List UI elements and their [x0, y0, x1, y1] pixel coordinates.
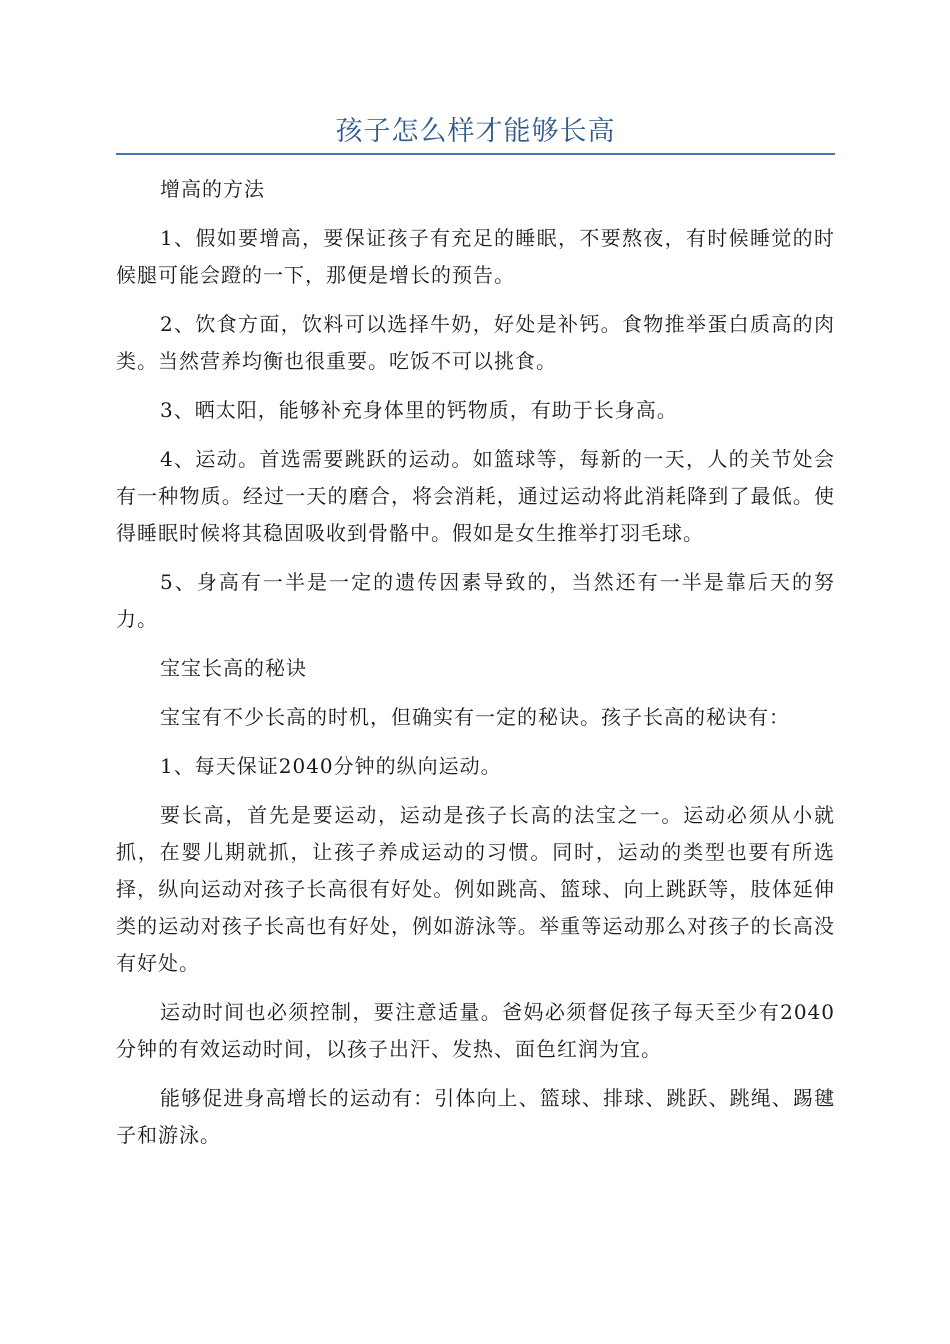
paragraph: 4、运动。首选需要跳跃的运动。如篮球等，每新的一天，人的关节处会有一种物质。经过一天的磨合，将会消耗，通过运动将此消耗降到了最低。使得睡眠时候将其稳固吸收到骨骼中。假如是女生推举打羽毛球。	[116, 447, 835, 545]
document-body	[116, 171, 835, 1154]
section-heading-methods: 增高的方法	[160, 177, 265, 201]
paragraph: 运动时间也必须控制，要注意适量。爸妈必须督促孩子每天至少有2040分钟的有效运动时间，以孩子出汗、发热、面色红润为宜。	[116, 1000, 835, 1061]
paragraph: 5、身高有一半是一定的遗传因素导致的，当然还有一半是靠后天的努力。	[116, 570, 835, 631]
paragraph: 2、饮食方面，饮料可以选择牛奶，好处是补钙。食物推举蛋白质高的肉类。当然营养均衡也很重要。吃饭不可以挑食。	[116, 312, 835, 373]
title-underline	[116, 153, 835, 155]
document-title: 孩子怎么样才能够长高	[335, 116, 616, 147]
paragraph: 1、每天保证2040分钟的纵向运动。	[160, 754, 502, 778]
paragraph: 1、假如要增高，要保证孩子有充足的睡眠，不要熬夜，有时候睡觉的时候腿可能会蹬的一下，那便是增长的预告。	[116, 226, 835, 287]
section-heading-secrets: 宝宝长高的秘诀	[160, 656, 307, 680]
paragraph: 要长高，首先是要运动，运动是孩子长高的法宝之一。运动必须从小就抓，在婴儿期就抓，让孩子养成运动的习惯。同时，运动的类型也要有所选择，纵向运动对孩子长高很有好处。例如跳高、篮球、向上跳跃等，肢体延伸类的运动对孩子长高也有好处，例如游泳等。举重等运动那么对孩子的长高没有好处。	[116, 803, 835, 975]
paragraph: 能够促进身高增长的运动有：引体向上、篮球、排球、跳跃、跳绳、踢毽子和游泳。	[116, 1086, 835, 1147]
document-page	[116, 0, 835, 1166]
paragraph: 宝宝有不少长高的时机，但确实有一定的秘诀。孩子长高的秘诀有：	[160, 705, 790, 729]
paragraph: 3、晒太阳，能够补充身体里的钙物质，有助于长身高。	[160, 398, 678, 422]
